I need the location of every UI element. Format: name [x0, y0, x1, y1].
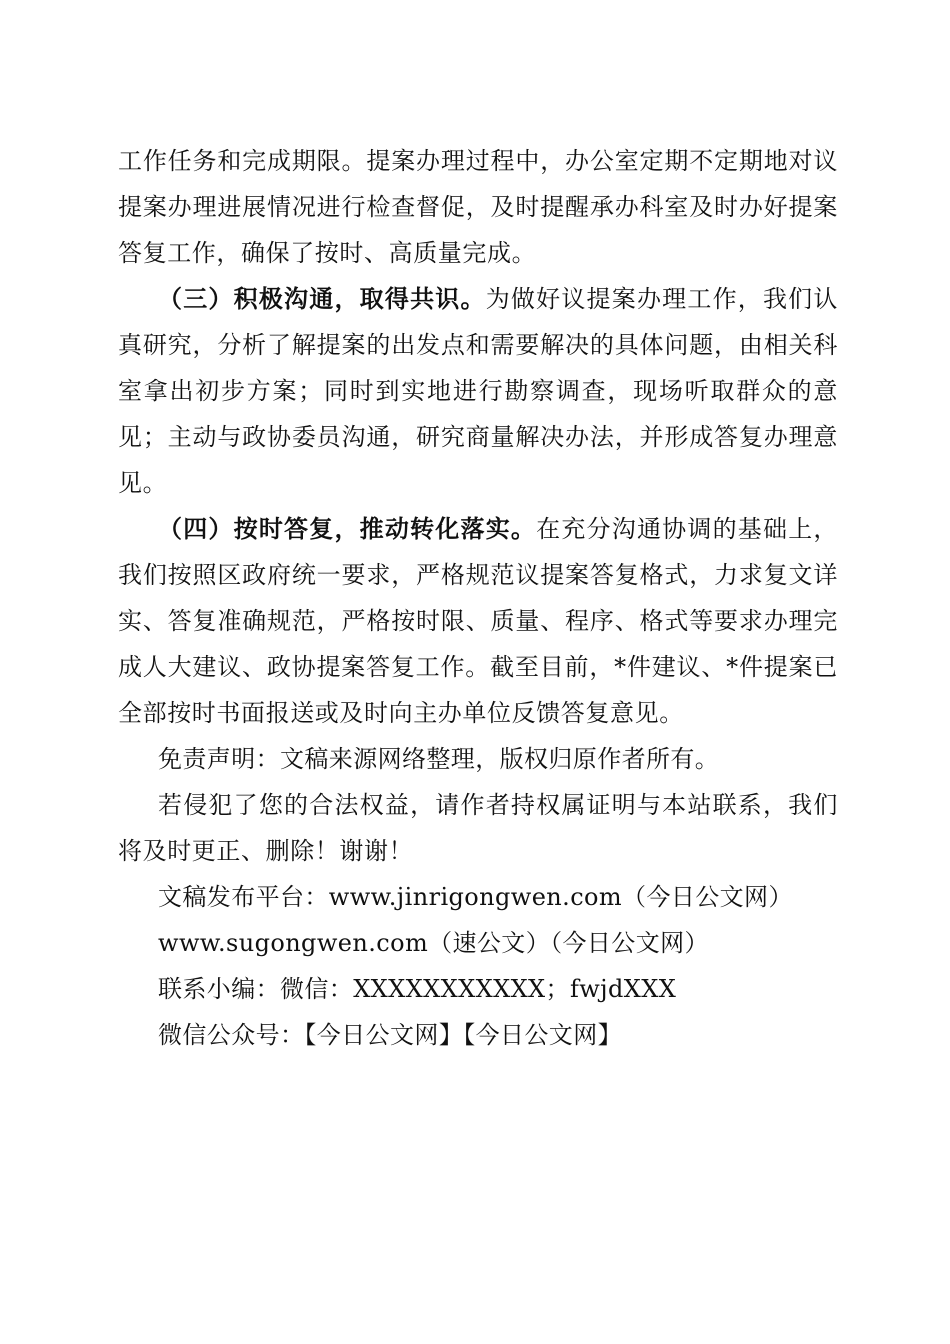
wechat-account-line: 微信公众号：【今日公文网】【今日公文网】 — [158, 1021, 622, 1049]
contact-line: 联系小编：微信：XXXXXXXXXXX；fwjdXXX — [158, 975, 677, 1003]
section-3-heading: （三）积极沟通，取得共识。 — [158, 284, 486, 313]
section-3-body: 为做好议提案办理工作，我们认真研究，分析了解提案的出发点和需要解决的具体问题，由相关科室拿出初步方案；同时到实地进行勘察调查，现场听取群众的意见；主动与政协委员沟通，研究商量解决办法，并形成答复办理意见。 — [118, 285, 838, 497]
platform-line: 文稿发布平台：www.jinrigongwen.com（今日公文网） — [158, 883, 793, 911]
section-4-body: 在充分沟通协调的基础上，我们按照区政府统一要求，严格规范议提案答复格式，力求复文详实、答复准确规范，严格按时限、质量、程序、格式等要求办理完成人大建议、政协提案答复工作。截至目前，*件建议、*件提案已全部按时书面报送或及时向主办单位反馈答复意见。 — [118, 515, 839, 727]
paragraph-section-4 — [118, 506, 838, 736]
site-line: www.sugongwen.com（速公文）（今日公文网） — [158, 929, 709, 957]
disclaimer-text: 免责声明：文稿来源网络整理，版权归原作者所有。 — [158, 745, 720, 773]
document-body — [118, 138, 838, 1058]
section-4-heading: （四）按时答复，推动转化落实。 — [158, 514, 537, 543]
infringement-notice: 若侵犯了您的合法权益，请作者持权属证明与本站联系，我们将及时更正、删除！谢谢！ — [118, 791, 838, 865]
paragraph-task-deadline: 工作任务和完成期限。提案办理过程中，办公室定期不定期地对议提案办理进展情况进行检查督促，及时提醒承办科室及时办好提案答复工作，确保了按时、高质量完成。 — [118, 147, 838, 267]
paragraph-section-3 — [118, 276, 838, 506]
